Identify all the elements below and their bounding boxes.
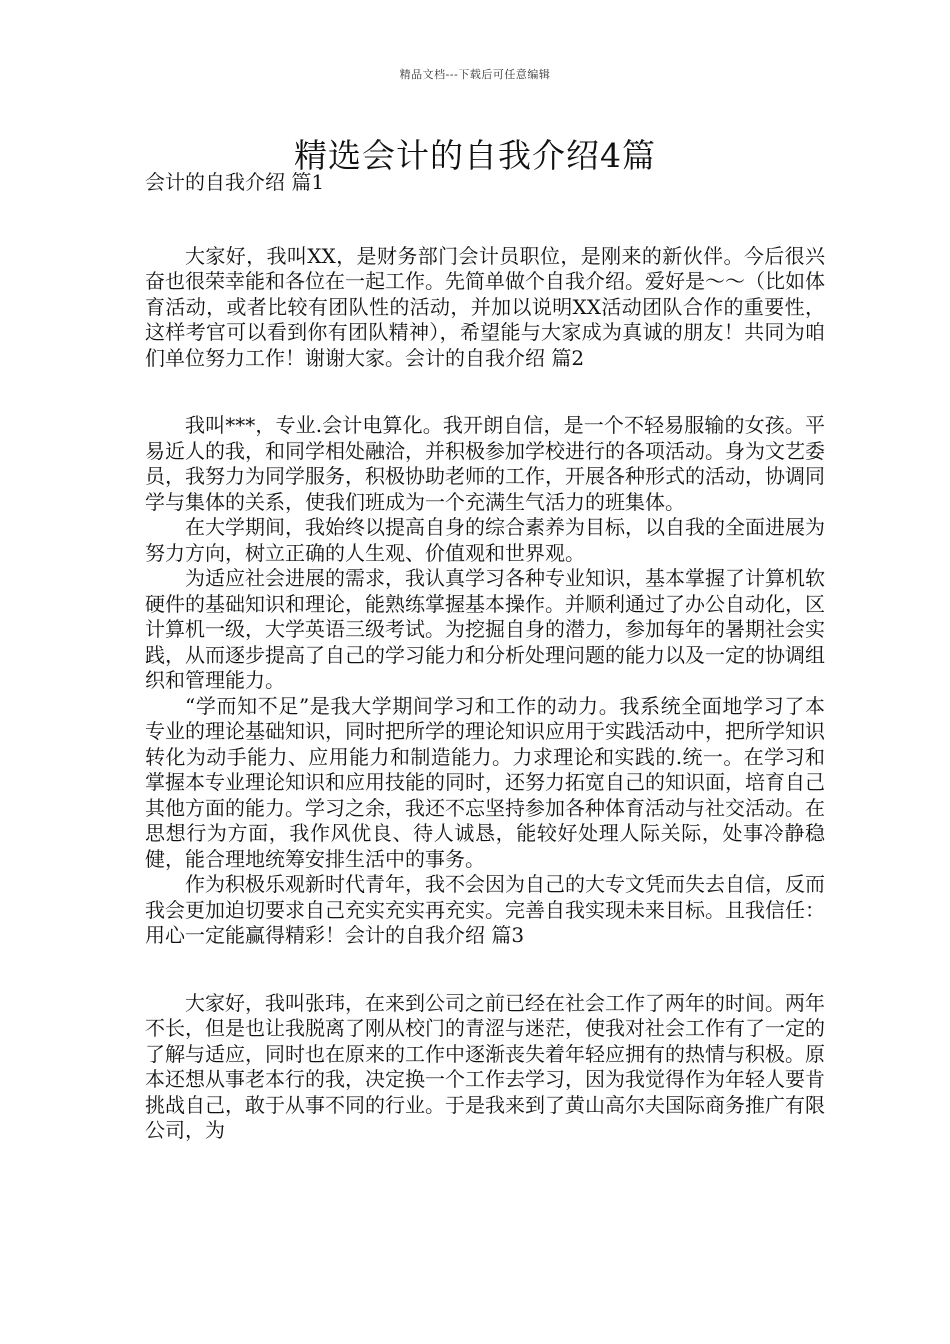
paragraph-1: 大家好，我叫XX，是财务部门会计员职位，是刚来的新伙伴。今后很兴奋也很荣幸能和各位在一起工作。先简单做个自我介绍。爱好是～～（比如体育活动，或者比较有团队性的活动，并加以说明XX活动团队合作的重要性，这样考官可以看到你有团队精神），希望能与大家成为真诚的朋友！共同为咱们单位努力工作！谢谢大家。会计的自我介绍 篇2: [145, 243, 825, 370]
section-heading-1: 会计的自我介绍 篇1: [145, 170, 325, 194]
paragraph-6: 作为积极乐观新时代青年，我不会因为自己的大专文凭而失去自信，反而我会更加迫切要求自己充实充实再充实。完善自我实现未来目标。且我信任：用心一定能赢得精彩！会计的自我介绍 篇3: [145, 872, 825, 947]
paragraph-3: 在大学期间，我始终以提高自身的综合素养为目标，以自我的全面进展为努力方向，树立正确的人生观、价值观和世界观。: [145, 515, 825, 565]
document-title: 精选会计的自我介绍4篇: [294, 136, 656, 175]
document-body: [145, 170, 825, 1144]
paragraph-4: 为适应社会进展的需求，我认真学习各种专业知识，基本掌握了计算机软硬件的基础知识和理论，能熟练掌握基本操作。并顺利通过了办公自动化，区计算机一级，大学英语三级考试。为挖掘自身的潜力，参加每年的暑期社会实践，从而逐步提高了自己的学习能力和分析处理问题的能力以及一定的协调组织和管理能力。: [145, 566, 825, 692]
page-header: 精品文档---下载后可任意编辑: [399, 68, 551, 81]
paragraph-2: 我叫***，专业.会计电算化。我开朗自信，是一个不轻易服输的女孩。平易近人的我，和同学相处融洽，并积极参加学校进行的各项活动。身为文艺委员，我努力为同学服务，积极协助老师的工作，开展各种形式的活动，协调同学与集体的关系，使我们班成为一个充满生气活力的班集体。: [145, 413, 825, 514]
paragraph-7: 大家好，我叫张玮，在来到公司之前已经在社会工作了两年的时间。两年不长，但是也让我脱离了刚从校门的青涩与迷茫，使我对社会工作有了一定的了解与适应，同时也在原来的工作中逐渐丧失着年轻应拥有的热情与积极。原本还想从事老本行的我，决定换一个工作去学习，因为我觉得作为年轻人要肯挑战自己，敢于从事不同的行业。于是我来到了黄山高尔夫国际商务推广有限公司，为: [145, 990, 825, 1142]
paragraph-5: “学而知不足”是我大学期间学习和工作的动力。我系统全面地学习了本专业的理论基础知识，同时把所学的理论知识应用于实践活动中，把所学知识转化为动手能力、应用能力和制造能力。力求理论和实践的.统一。在学习和掌握本专业理论知识和应用技能的同时，还努力拓宽自己的知识面，培育自己其他方面的能力。学习之余，我还不忘坚持参加各种体育活动与社交活动。在思想行为方面，我作风优良、待人诚恳，能较好处理人际关际，处事冷静稳健，能合理地统筹安排生活中的事务。: [145, 693, 825, 871]
